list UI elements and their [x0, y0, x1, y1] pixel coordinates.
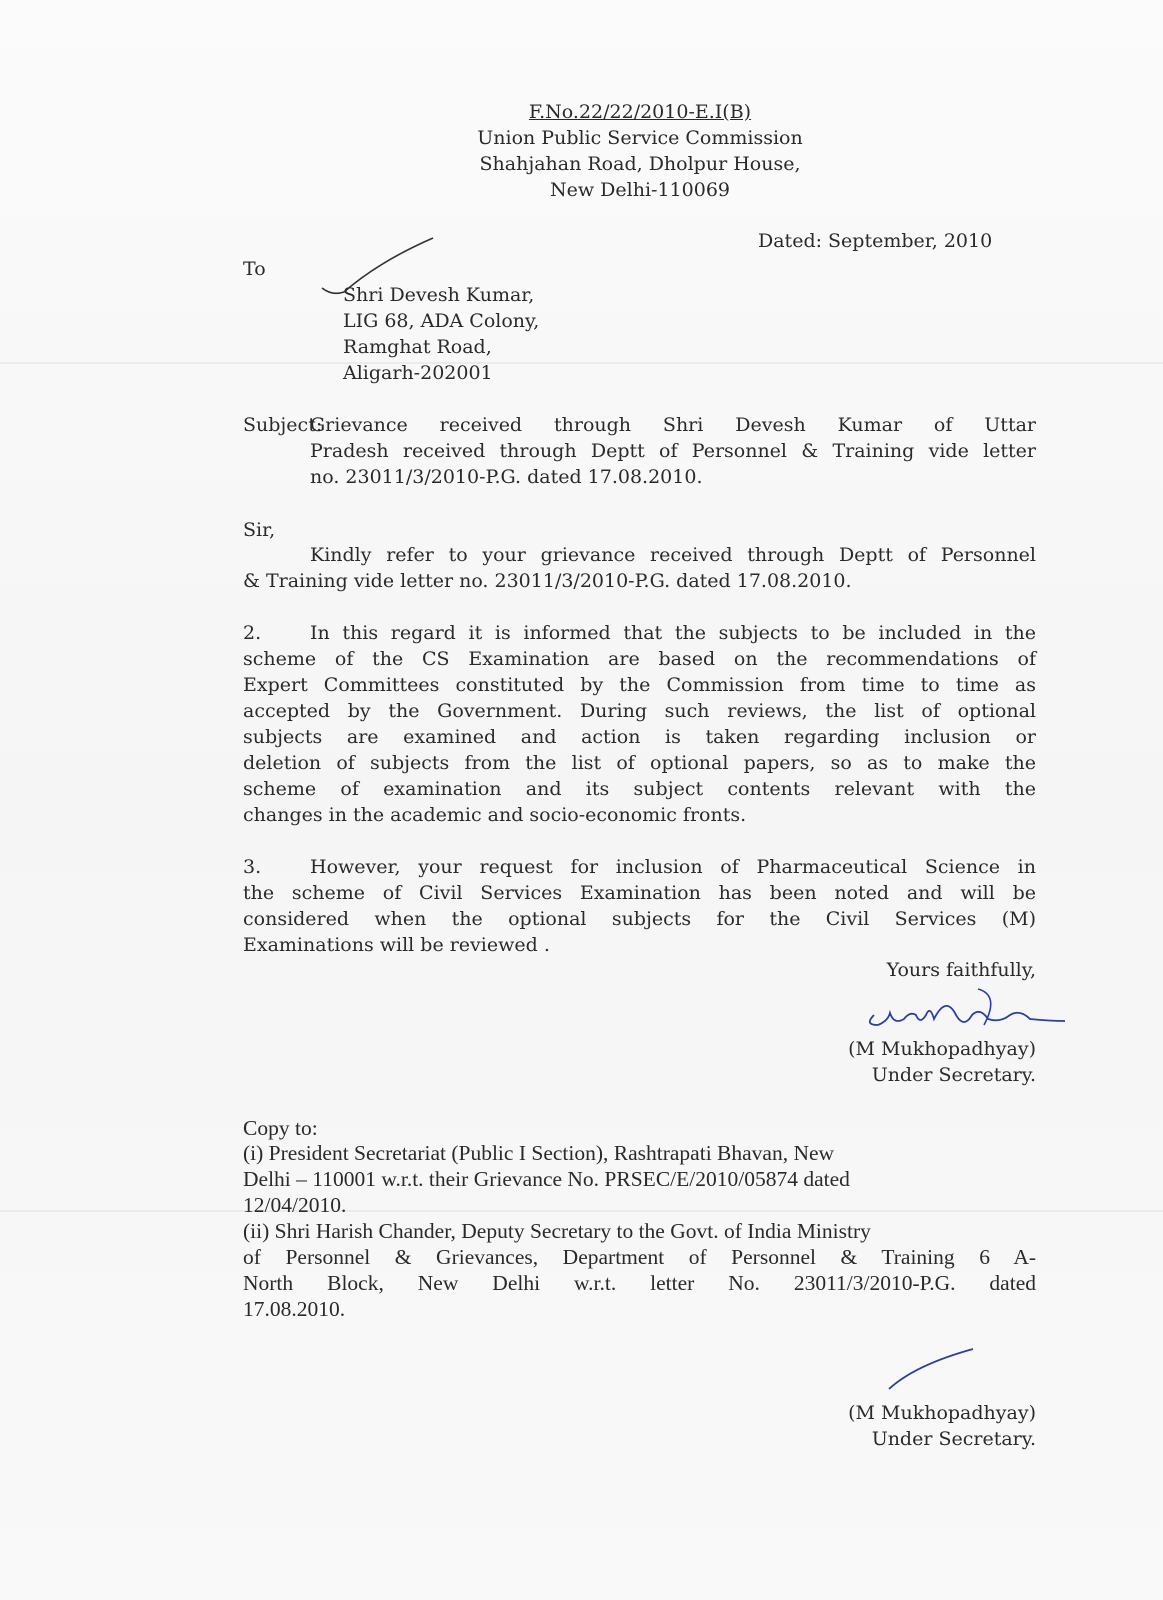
- text-line: Ramghat Road,: [343, 336, 492, 358]
- subject-label: Subject:: [243, 414, 323, 436]
- copy-to-list: [243, 1140, 1036, 1322]
- text-line: (i) President Secretariat (Public I Section), Rashtrapati Bhavan, New: [243, 1141, 835, 1165]
- text-line: However, your request for inclusion of Pharmaceutical Science in: [310, 856, 1036, 878]
- copy-to-label: Copy to:: [243, 1116, 318, 1140]
- text-line: In this regard it is informed that the subjects to be included in the: [310, 622, 1036, 644]
- text-line: the scheme of Civil Services Examination has been noted and will be: [243, 882, 1036, 904]
- organization: Union Public Service Commission: [477, 127, 803, 149]
- text-line: Examinations will be reviewed .: [243, 934, 550, 956]
- signatory-name: (M Mukhopadhyay): [848, 1402, 1036, 1424]
- paragraph-3: [243, 854, 1036, 958]
- paragraph-2: [243, 620, 1036, 828]
- paragraph-1: [243, 542, 1036, 594]
- signatory-name: (M Mukhopadhyay): [848, 1038, 1036, 1060]
- paragraph-number: 3.: [243, 856, 262, 878]
- date: Dated: September, 2010: [758, 230, 993, 252]
- closing: Yours faithfully,: [886, 959, 1036, 981]
- signatory-block-2: [736, 1400, 1036, 1452]
- text-line: considered when the optional subjects for the Civil Services (M): [243, 908, 1036, 930]
- text-line: subjects are examined and action is taken regarding inclusion or: [243, 726, 1036, 748]
- address-line: Shahjahan Road, Dholpur House,: [479, 153, 801, 175]
- file-number: F.No.22/22/2010-E.I(B): [528, 101, 752, 123]
- text-line: Grievance received through Shri Devesh Kumar of Uttar: [310, 414, 1036, 436]
- subject-text: [310, 412, 1036, 490]
- text-line: 12/04/2010.: [243, 1193, 347, 1217]
- text-line: scheme of the CS Examination are based on the recommendations of: [243, 648, 1036, 670]
- recipient-address: [343, 282, 539, 386]
- text-line: accepted by the Government. During such reviews, the list of optional: [243, 700, 1036, 722]
- text-line: LIG 68, ADA Colony,: [343, 310, 540, 332]
- paper-fold: [0, 362, 1163, 364]
- signatory-title: Under Secretary.: [871, 1428, 1036, 1450]
- text-line: of Personnel & Grievances, Department of Personnel & Training 6 A-: [243, 1245, 1036, 1269]
- text-line: changes in the academic and socio-economic fronts.: [243, 804, 747, 826]
- text-line: North Block, New Delhi w.r.t. letter No. 23011/3/2010-P.G. dated: [243, 1271, 1036, 1295]
- text-line: Pradesh received through Deptt of Personnel & Training vide letter: [310, 440, 1036, 462]
- signatory-block: [736, 1036, 1036, 1088]
- letterhead: [440, 99, 840, 203]
- text-line: Shri Devesh Kumar,: [343, 284, 535, 306]
- initials-mark: [885, 1345, 980, 1395]
- text-line: scheme of examination and its subject contents relevant with the: [243, 778, 1036, 800]
- text-line: no. 23011/3/2010-P.G. dated 17.08.2010.: [310, 466, 703, 488]
- address-line: New Delhi-110069: [550, 179, 730, 201]
- text-line: & Training vide letter no. 23011/3/2010-P.G. dated 17.08.2010.: [243, 570, 852, 592]
- text-line: (ii) Shri Harish Chander, Deputy Secretary to the Govt. of India Ministry: [243, 1219, 871, 1243]
- text-line: Aligarh-202001: [343, 362, 493, 384]
- text-line: deletion of subjects from the list of optional papers, so as to make the: [243, 752, 1036, 774]
- salutation: Sir,: [243, 519, 276, 541]
- text-line: Delhi – 110001 w.r.t. their Grievance No. PRSEC/E/2010/05874 dated: [243, 1167, 850, 1191]
- paragraph-number: 2.: [243, 622, 262, 644]
- text-line: 17.08.2010.: [243, 1297, 346, 1321]
- text-line: Expert Committees constituted by the Commission from time to time as: [243, 674, 1036, 696]
- to-label: To: [243, 258, 266, 280]
- signatory-title: Under Secretary.: [871, 1064, 1036, 1086]
- text-line: Kindly refer to your grievance received through Deptt of Personnel: [310, 544, 1036, 566]
